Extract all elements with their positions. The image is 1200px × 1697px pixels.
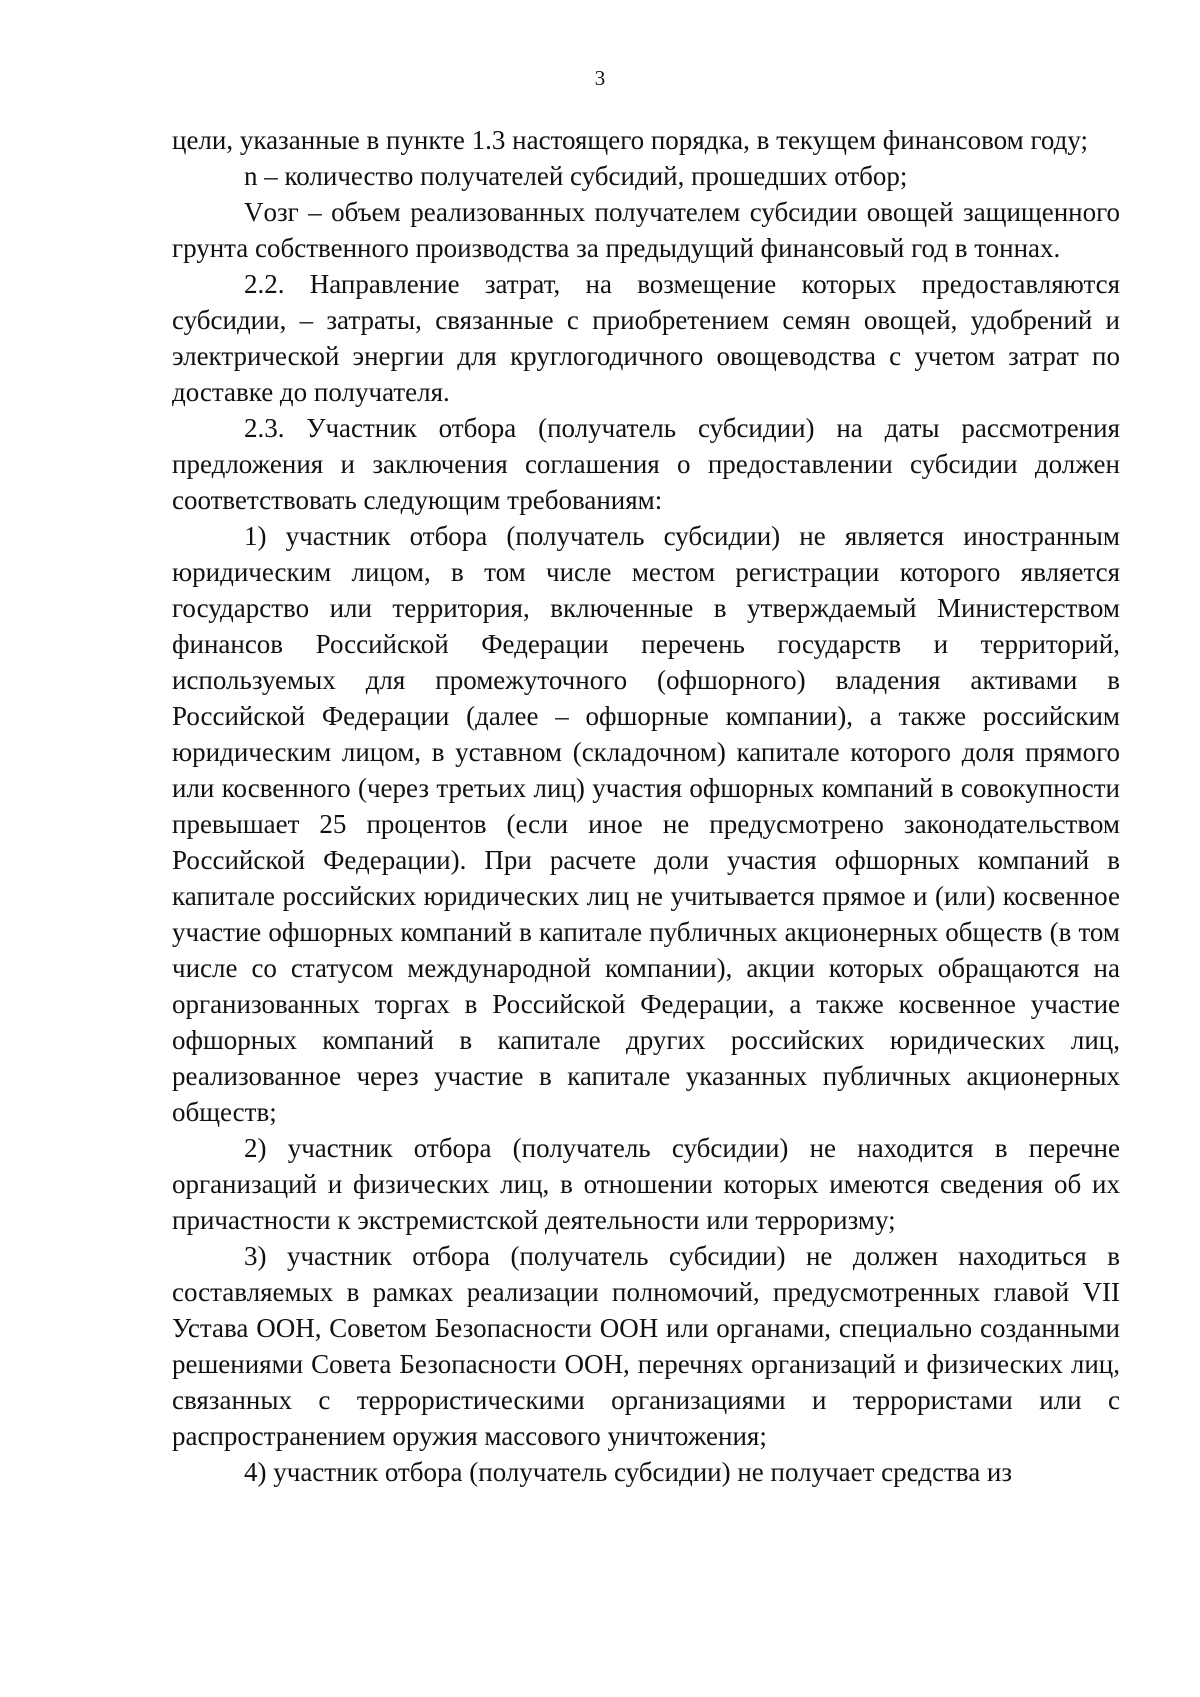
page-number: 3 — [594, 66, 606, 90]
document-body — [172, 122, 1120, 1490]
paragraph-2-2: 2.2. Направление затрат, на возмещение которых предоставляются субсидии, – затраты, связанные с приобретением семян овощей, удобрений и электрической энергии для круглогодичного овощеводства с учетом затрат по доставке до получателя. — [172, 269, 1120, 407]
list-item-4: 4) участник отбора (получатель субсидии) не получает средства из — [244, 1457, 1013, 1487]
paragraph-2-3: 2.3. Участник отбора (получатель субсидии) на даты рассмотрения предложения и заключения соглашения о предоставлении субсидии должен соответствовать следующим требованиям: — [172, 413, 1120, 515]
list-item-3: 3) участник отбора (получатель субсидии) не должен находиться в составляемых в рамках реализации полномочий, предусмотренных главой VII Устава ООН, Советом Безопасности ООН или органами, специально созданными решениями Совета Безопасности ООН, перечнях организаций и физических лиц, связанных с террористическими организациями и террористами или с распространением оружия массового уничтожения; — [172, 1241, 1120, 1451]
paragraph-continuation: цели, указанные в пункте 1.3 настоящего порядка, в текущем финансовом году; — [172, 125, 1088, 155]
list-item-1: 1) участник отбора (получатель субсидии) не является иностранным юридическим лицом, в том числе местом регистрации которого является государство или территория, включенные в утверждаемый Министерством финансов Российской Федерации перечень государств и территорий, используемых для промежуточного (офшорного) владения активами в Российской Федерации (далее – офшорные компании), а также российским юридическим лицом, в уставном (складочном) капитале которого доля прямого или косвенного (через третьих лиц) участия офшорных компаний в совокупности превышает 25 процентов (если иное не предусмотрено законодательством Российской Федерации). При расчете доли участия офшорных компаний в капитале российских юридических лиц не учитывается прямое и (или) косвенное участие офшорных компаний в капитале публичных акционерных обществ (в том числе со статусом международной компании), акции которых обращаются на организованных торгах в Российской Федерации, а также косвенное участие офшорных компаний в капитале других российских юридических лиц, реализованное через участие в капитале указанных публичных акционерных обществ; — [172, 521, 1120, 1127]
list-item-2: 2) участник отбора (получатель субсидии) не находится в перечне организаций и физических лиц, в отношении которых имеются сведения об их причастности к экстремистской деятельности или терроризму; — [172, 1133, 1120, 1235]
paragraph-n-definition: n – количество получателей субсидий, прошедших отбор; — [244, 161, 908, 191]
paragraph-vozg-definition: Vозг – объем реализованных получателем субсидии овощей защищенного грунта собственного производства за предыдущий финансовый год в тоннах. — [172, 197, 1120, 263]
